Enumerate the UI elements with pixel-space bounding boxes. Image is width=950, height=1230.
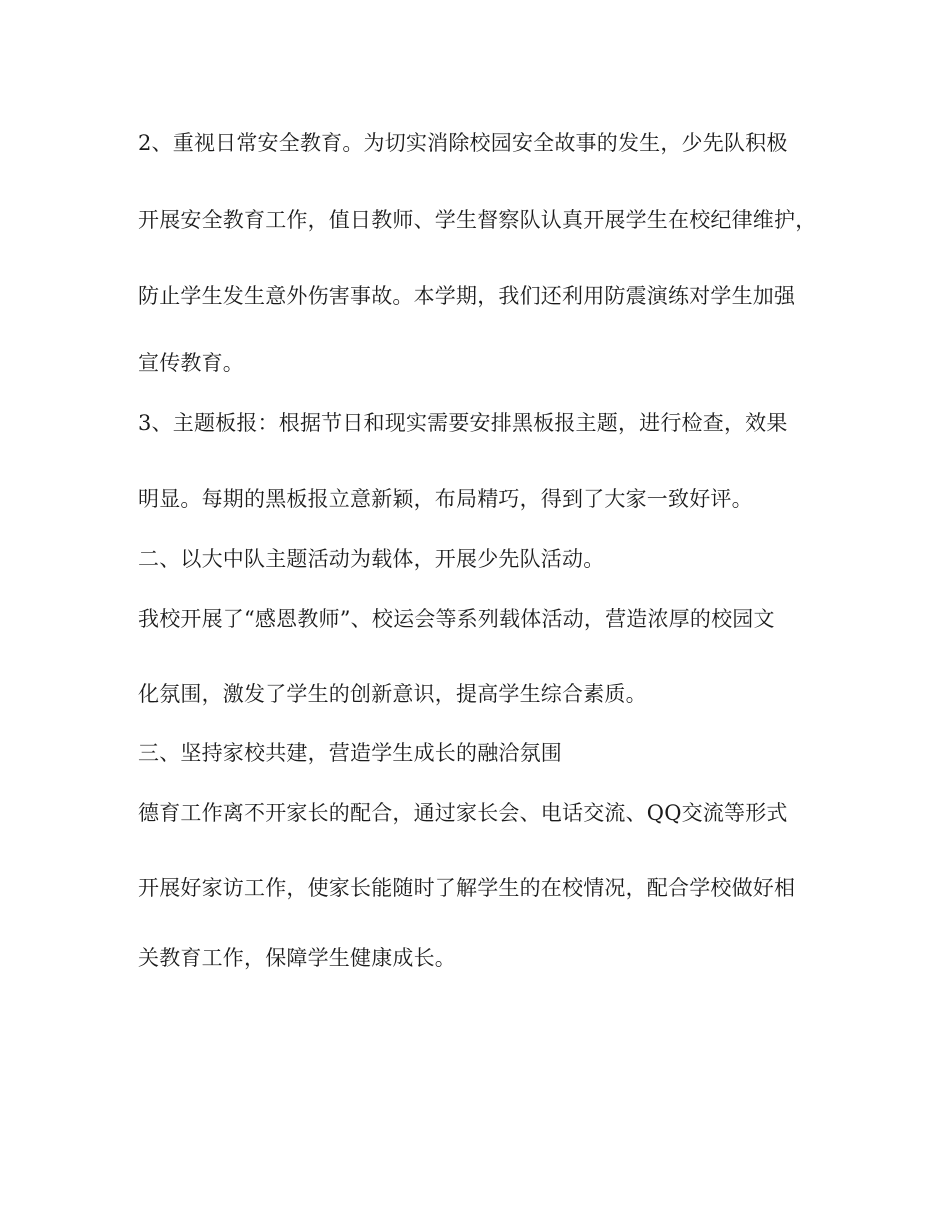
paragraph-line: 德育工作离不开家长的配合，通过家长会、电话交流、QQ交流等形式 (138, 801, 788, 825)
paragraph-line: 明显。每期的黑板报立意新颖，布局精巧，得到了大家一致好评。 (138, 487, 753, 511)
paragraph-line: 开展安全教育工作，值日教师、学生督察队认真开展学生在校纪律维护， (138, 208, 817, 232)
paragraph-line: 2、重视日常安全教育。为切实消除校园安全故事的发生，少先队积极 (138, 131, 788, 155)
section-heading: 二、以大中队主题活动为载体，开展少先队活动。 (138, 547, 605, 571)
section-heading: 三、坚持家校共建，营造学生成长的融洽氛围 (138, 741, 562, 765)
paragraph-line: 关教育工作，保障学生健康成长。 (138, 946, 456, 970)
paragraph-line: 开展好家访工作，使家长能随时了解学生的在校情况，配合学校做好相 (138, 876, 796, 900)
paragraph-line: 3、主题板报：根据节日和现实需要安排黑板报主题，进行检查，效果 (138, 411, 788, 435)
paragraph-line: 我校开展了“感恩教师”、校运会等系列载体活动，营造浓厚的校园文 (138, 607, 775, 631)
paragraph-line: 宣传教育。 (138, 351, 244, 375)
paragraph-line: 防止学生发生意外伤害事故。本学期，我们还利用防震演练对学生加强 (138, 284, 796, 308)
paragraph-line: 化氛围，激发了学生的创新意识，提高学生综合素质。 (138, 682, 647, 706)
